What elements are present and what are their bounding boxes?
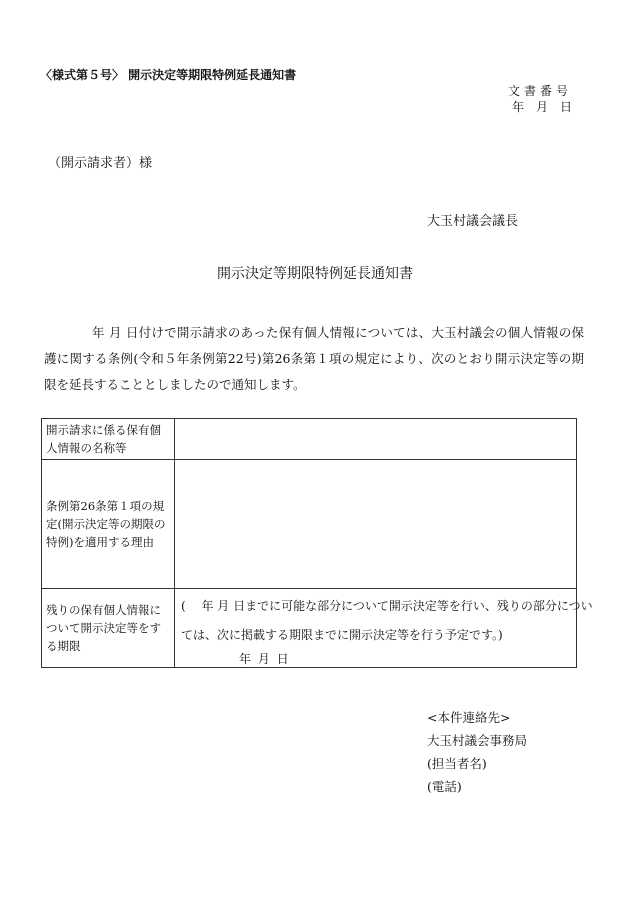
contact-phone: (電話) xyxy=(427,779,462,794)
issue-date: 年 月 日 xyxy=(511,100,572,114)
table-row xyxy=(42,419,577,460)
deadline-value xyxy=(175,589,593,668)
contact-heading: <本件連絡先> xyxy=(427,710,511,725)
deadline-date: 年 月 日 xyxy=(239,652,289,666)
document-number: 文書番号 xyxy=(507,84,572,98)
contact-block xyxy=(427,706,527,798)
table-row xyxy=(42,460,577,589)
info-name-value xyxy=(175,419,577,460)
contact-person: (担当者名) xyxy=(427,756,487,771)
info-table xyxy=(41,418,593,668)
deadline-line-2: ては、次に掲載する期限までに開示決定等を行う予定です。) xyxy=(181,628,503,642)
info-name-label: 開示請求に係る保有個人情報の名称等 xyxy=(42,419,175,460)
reason-value xyxy=(175,460,577,589)
addressee: （開示請求者）様 xyxy=(48,156,153,171)
form-number: 〈様式第５号〉 開示決定等期限特例延長通知書 xyxy=(40,68,297,82)
deadline-label: 残りの保有個人情報について開示決定等をする期限 xyxy=(42,589,175,668)
document-title: 開示決定等期限特例延長通知書 xyxy=(217,266,413,282)
body-paragraph: 年 月 日付けで開示請求のあった保有個人情報については、大玉村議会の個人情報の保護に関する条例(令和５年条例第22号)第26条第１項の規定により、次のとおり開示決定等の期限を延長することとしましたので通知します。 xyxy=(44,325,584,392)
sender: 大玉村議会議長 xyxy=(427,214,519,229)
reason-label: 条例第26条第１項の規定(開示決定等の期限の特例)を適用する理由 xyxy=(42,460,175,589)
contact-office: 大玉村議会事務局 xyxy=(427,733,528,748)
table-row xyxy=(42,589,577,668)
deadline-line-1: ( 年 月 日までに可能な部分について開示決定等を行い、残りの部分につい xyxy=(181,599,593,613)
